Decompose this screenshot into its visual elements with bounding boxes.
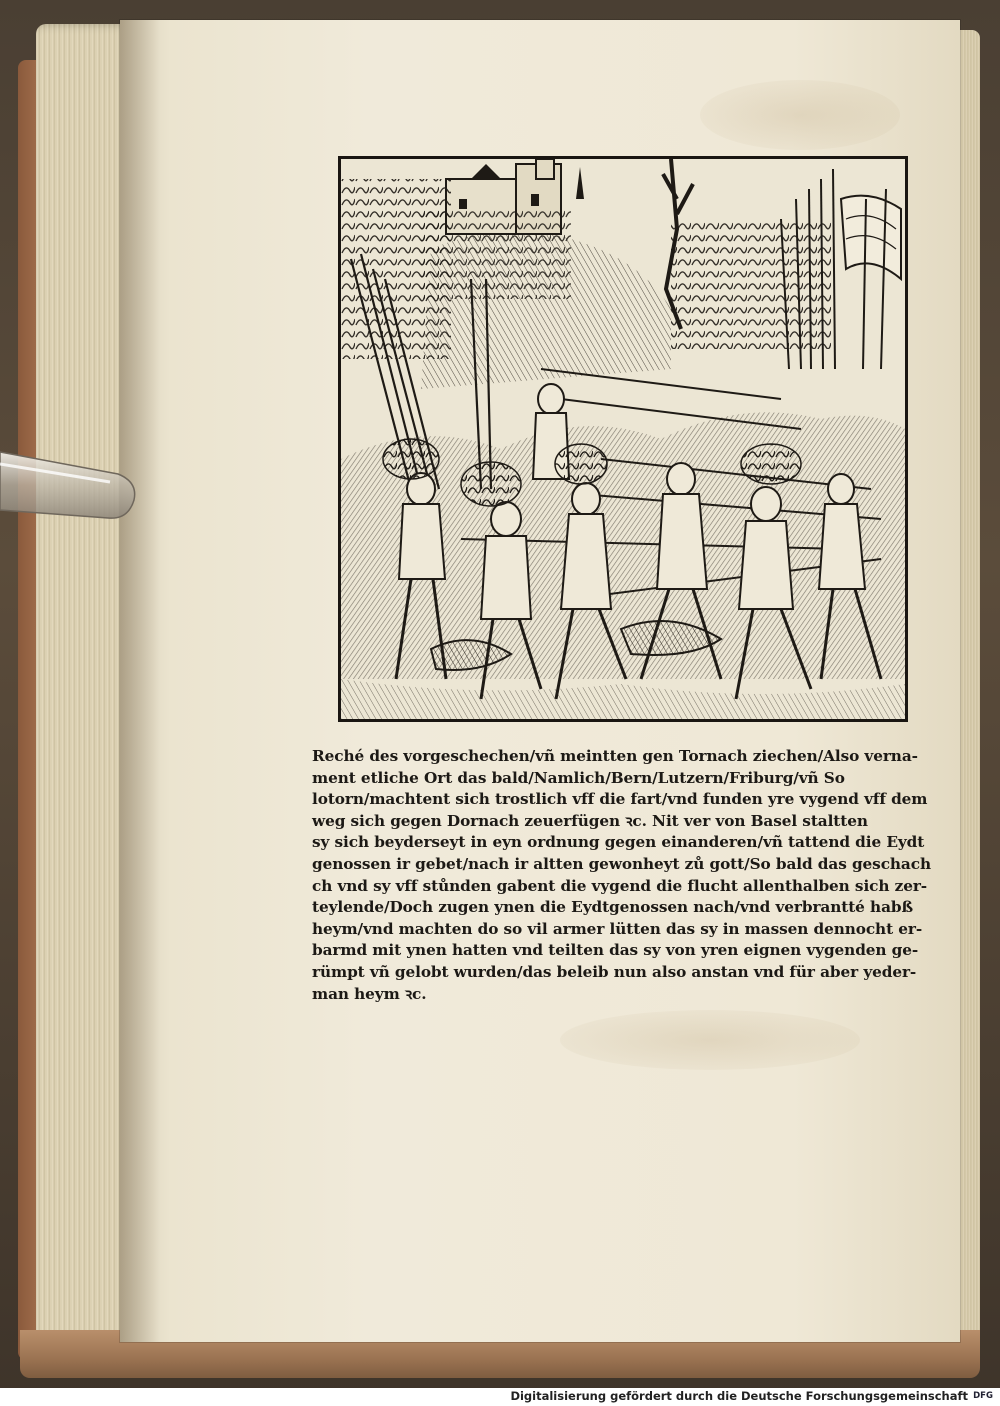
text-line: genossen ir gebet/nach ir altten gewonheyt zů gott/So bald das geschach	[312, 854, 931, 873]
text-line: sy sich beyderseyt in eyn ordnung gegen einanderen/vñ tattend die Eydt	[312, 833, 925, 852]
text-line: rümpt vñ gelobt wurden/das beleib nun also anstan vnd für aber yeder-	[312, 962, 917, 981]
page-text-block	[312, 746, 931, 1005]
text-line: heym/vnd machten do so vil armer lütten das sy in massen dennocht er-	[312, 919, 923, 938]
dfg-logo-icon: DFG	[973, 1391, 993, 1401]
text-line: weg sich gegen Dornach zeuerfügen ꝛc. Nit ver von Basel staltten	[312, 811, 868, 830]
text-line: ment etliche Ort das bald/Namlich/Bern/Lutzern/Friburg/vñ So	[312, 768, 845, 787]
battle-woodcut-illustration	[338, 156, 908, 722]
text-line: man heym ꝛc.	[312, 984, 427, 1003]
dfg-credit-text: Digitalisierung gefördert durch die Deutsche Forschungsgemeinschaft	[510, 1389, 968, 1403]
text-line: Reché des vorgeschechen/vñ meintten gen Tornach ziechen/Also verna-	[312, 747, 918, 765]
text-line: barmd mit ynen hatten vnd teilten das sy von yren eignen vygenden ge-	[312, 941, 919, 960]
text-line: teylende/Doch zugen ynen die Eydtgenossen nach/vnd verbrantté habß	[312, 898, 913, 917]
text-line: lotorn/machtent sich trostlich vff die fart/vnd funden yre vygend vff dem	[312, 790, 928, 809]
page-stain	[560, 1010, 860, 1070]
text-line: ch vnd sy vff stůnden gabent die vygend die flucht allenthalben sich zer-	[312, 876, 928, 895]
gutter-shadow	[120, 20, 160, 1342]
page-stain	[700, 80, 900, 150]
page-stack-left	[36, 24, 132, 1354]
glass-page-weight	[0, 448, 140, 528]
footer-bar	[0, 1388, 1000, 1406]
